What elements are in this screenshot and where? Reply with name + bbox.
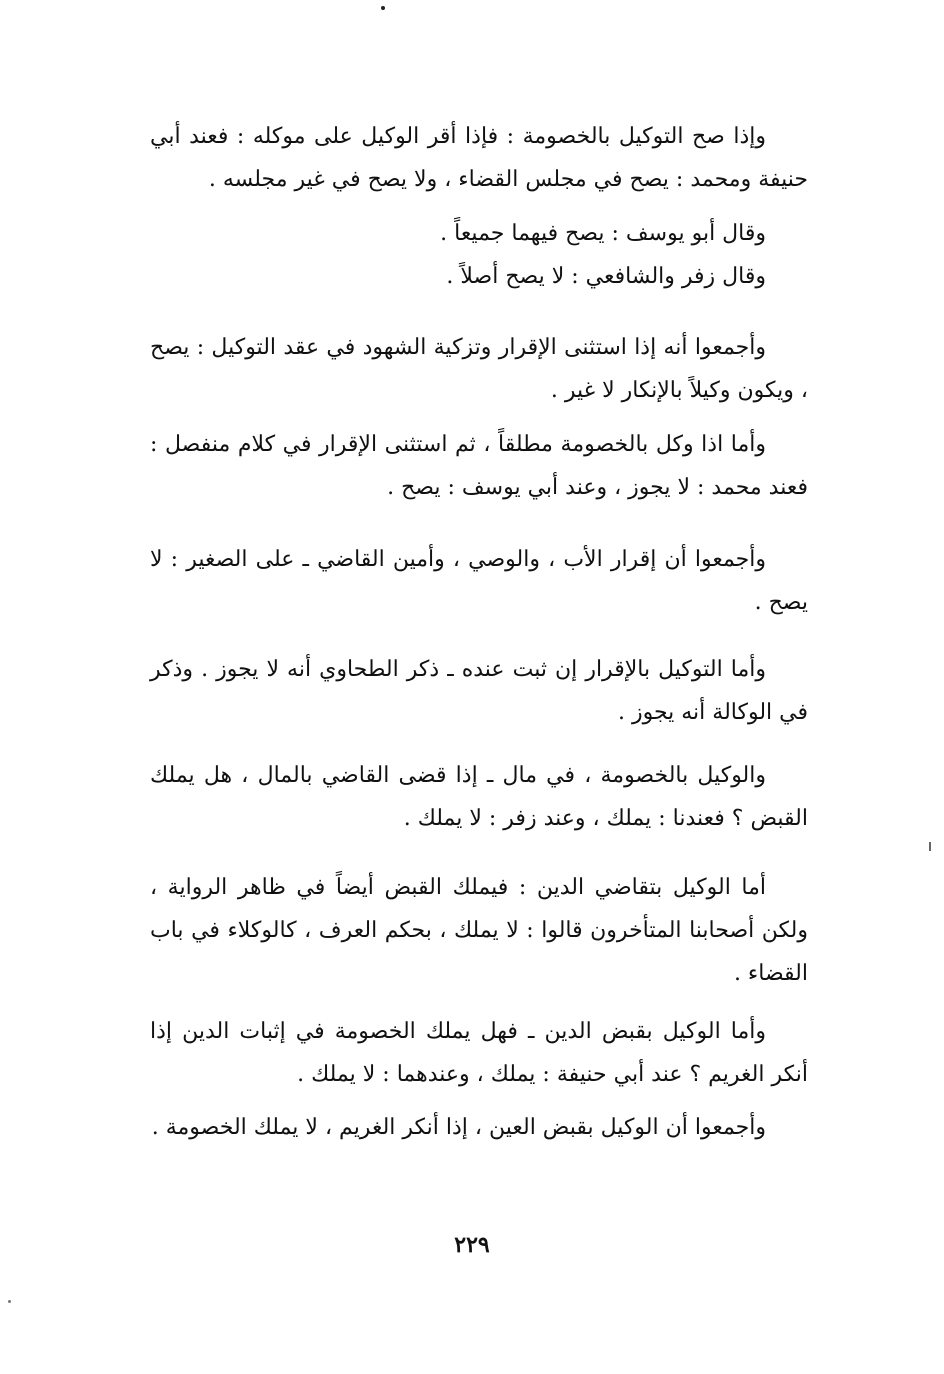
paragraph-1: وإذا صح التوكيل بالخصومة : فإذا أقر الوكيل على موكله : فعند أبي حنيفة ومحمد : يصح في مجلس القضاء ، ولا يصح في غير مجلسه . bbox=[150, 124, 808, 192]
paragraph-10: وأما الوكيل بقبض الدين ـ فهل يملك الخصومة في إثبات الدين إذا أنكر الغريم ؟ عند أبي حنيفة : يملك ، وعندهما : لا يملك . bbox=[150, 1019, 808, 1087]
paragraph-4: وأجمعوا أنه إذا استثنى الإقرار وتزكية الشهود في عقد التوكيل : يصح ، ويكون وكيلاً بالإنكار لا غير . bbox=[150, 335, 808, 403]
margin-speck bbox=[929, 842, 931, 851]
paragraph-9: أما الوكيل بتقاضي الدين : فيملك القبض أيضاً في ظاهر الرواية ، ولكن أصحابنا المتأخرون قالوا : لا يملك ، بحكم العرف ، كالوكلاء في باب القضاء . bbox=[150, 875, 808, 986]
paragraph-2: وقال أبو يوسف : يصح فيهما جميعاً . bbox=[440, 221, 766, 246]
page-number: ٢٢٩ bbox=[454, 1232, 490, 1258]
paragraph-11: وأجمعوا أن الوكيل بقبض العين ، إذا أنكر الغريم ، لا يملك الخصومة . bbox=[151, 1115, 766, 1140]
paragraph-8: والوكيل بالخصومة ، في مال ـ إذا قضى القاضي بالمال ، هل يملك القبض ؟ فعندنا : يملك ، وعند زفر : لا يملك . bbox=[150, 763, 808, 831]
paragraph-5: وأما اذا وكل بالخصومة مطلقاً ، ثم استثنى الإقرار في كلام منفصل : فعند محمد : لا يجوز ، وعند أبي يوسف : يصح . bbox=[150, 432, 808, 500]
top-dot-mark bbox=[381, 6, 385, 10]
paragraph-3: وقال زفر والشافعي : لا يصح أصلاً . bbox=[446, 264, 766, 289]
paragraph-7: وأما التوكيل بالإقرار إن ثبت عنده ـ ذكر الطحاوي أنه لا يجوز . وذكر في الوكالة أنه يجوز . bbox=[150, 657, 808, 725]
margin-speck bbox=[8, 1300, 11, 1303]
paragraph-6: وأجمعوا أن إقرار الأب ، والوصي ، وأمين القاضي ـ على الصغير : لا يصح . bbox=[150, 547, 808, 615]
